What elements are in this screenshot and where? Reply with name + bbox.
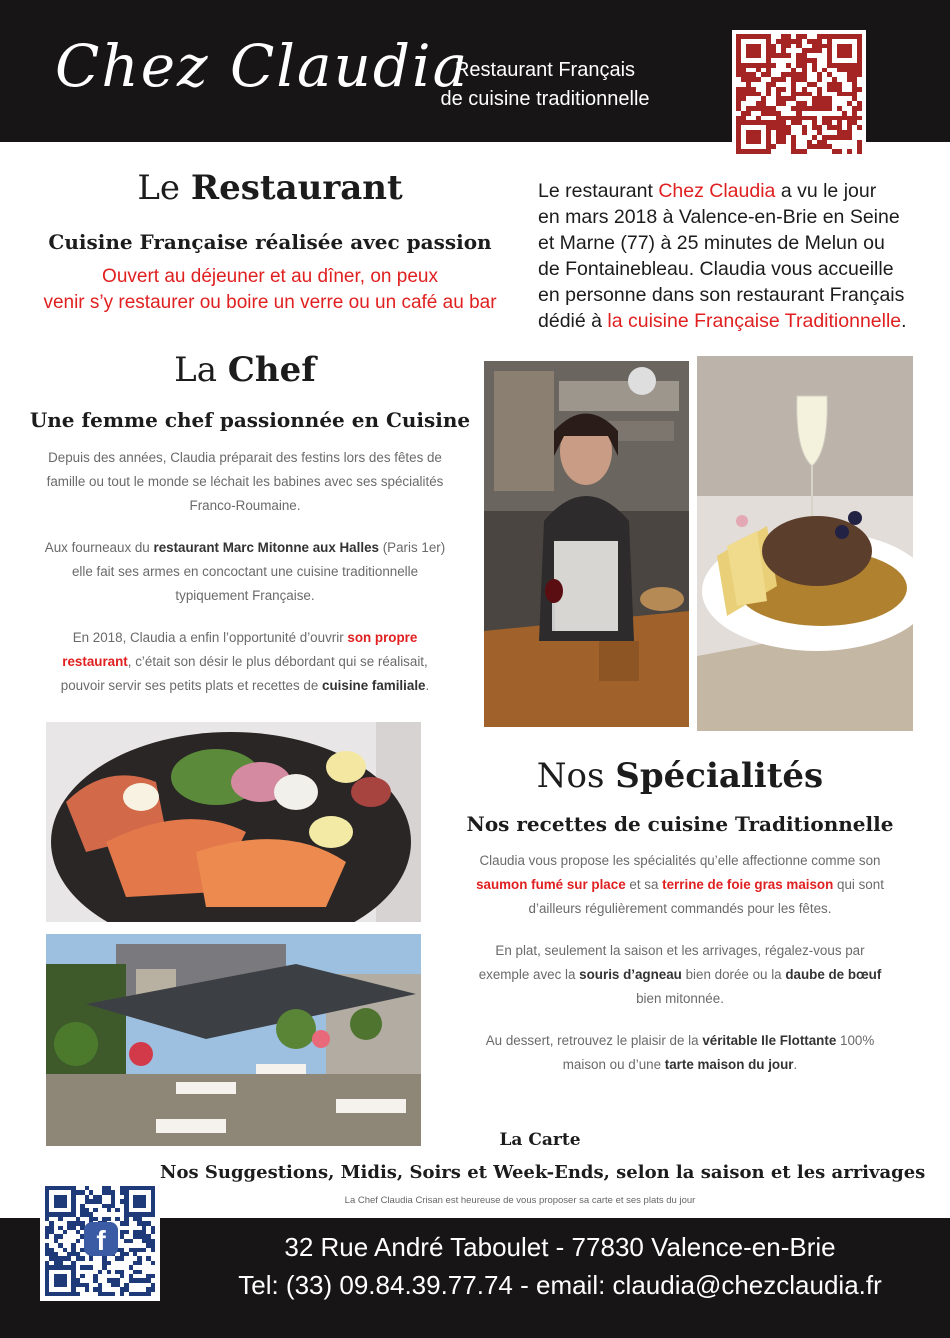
spec-terrine: terrine de foie gras maison	[662, 877, 834, 892]
chef-p2-pre: Aux fourneaux du	[44, 540, 154, 555]
specialites-title	[480, 756, 880, 796]
spec-tarte: tarte maison du jour	[664, 1057, 794, 1072]
chef-p2-post: (Paris 1er)	[378, 540, 446, 555]
intro-line-5: en personne dans son restaurant Français	[538, 284, 905, 306]
spec-p3-l2	[440, 1053, 920, 1077]
chef-p3-highlight-1: son propre	[347, 630, 418, 645]
chef-p2-l1	[15, 536, 475, 560]
terrace-photo	[46, 934, 421, 1146]
intro-restaurant-name: Chez Claudia	[658, 180, 776, 202]
restaurant-subtitle: Cuisine Française réalisée avec passion	[48, 230, 492, 254]
spec-p3-l2-post: .	[793, 1057, 798, 1072]
spec-p2-l3: bien mitonnée.	[636, 991, 724, 1006]
intro-l1-pre: Le restaurant	[538, 180, 659, 202]
salmon-plate-photo	[46, 722, 421, 922]
chef-p2-l3: typiquement Française.	[175, 588, 315, 603]
facebook-icon	[84, 1222, 118, 1256]
restaurant-description	[20, 264, 520, 316]
spec-souris-agneau: souris d’agneau	[579, 967, 682, 982]
spec-saumon: saumon fumé sur place	[476, 877, 626, 892]
chef-previous-restaurant: restaurant Marc Mitonne aux Halles	[153, 540, 379, 555]
specialites-title-pre: Nos	[536, 756, 616, 796]
spec-p2-l1: En plat, seulement la saison et les arrivages, régalez-vous par	[495, 943, 865, 958]
spec-p3-pre: Au dessert, retrouvez le plaisir de la	[485, 1033, 703, 1048]
chef-p3-highlight-2: restaurant	[62, 654, 128, 669]
chef-p1-l1: Depuis des années, Claudia préparait des festins lors des fêtes de	[48, 450, 442, 465]
chef-title-bold: Chef	[227, 350, 316, 390]
spec-p2-mid: bien dorée ou la	[681, 967, 786, 982]
qr-code-icon[interactable]	[732, 30, 866, 158]
chef-p1-l2: famille ou tout le monde se léchait les babines avec ses spécialités	[46, 474, 444, 489]
chef-p1-l3: Franco-Roumaine.	[189, 498, 301, 513]
chef-p3-l2	[15, 650, 475, 674]
spec-ile-flottante: véritable Ile Flottante	[702, 1033, 837, 1048]
carte-subtitle: Nos Suggestions, Midis, Soirs et Week-Ends, selon la saison et les arrivages	[160, 1162, 926, 1183]
logo: Chez Claudia	[55, 32, 470, 100]
intro-line-1	[538, 178, 948, 204]
qr-module	[857, 149, 862, 154]
intro-line-2: en mars 2018 à Valence-en-Brie en Seine	[538, 206, 900, 228]
specialites-text	[440, 849, 920, 1077]
chef-title	[55, 350, 435, 390]
carte-title: La Carte	[499, 1130, 581, 1150]
restaurant-title-bold: Restaurant	[190, 168, 403, 208]
footer-contact	[170, 1228, 950, 1304]
tagline-line-2: de cuisine traditionnelle	[440, 88, 650, 110]
qr-module	[151, 1292, 155, 1296]
specialites-subtitle: Nos recettes de cuisine Traditionnelle	[466, 812, 894, 836]
chef-cuisine-familiale: cuisine familiale	[322, 678, 426, 693]
spec-p2-pre: exemple avec la	[478, 967, 580, 982]
tagline-line-1: Restaurant Français	[454, 59, 636, 81]
plate-photo	[697, 356, 913, 731]
intro-line-3: et Marne (77) à 25 minutes de Melun ou	[538, 232, 885, 254]
restaurant-line-1: Ouvert au déjeuner et au dîner, on peux	[102, 266, 438, 287]
footer-address: 32 Rue André Taboulet - 77830 Valence-en-Brie	[284, 1232, 836, 1262]
spec-p1-l3: d’ailleurs régulièrement commandés pour les fêtes.	[528, 901, 832, 916]
spec-p2-l2	[440, 963, 920, 987]
chef-bio	[15, 446, 475, 698]
spec-p1-l2	[440, 873, 920, 897]
restaurant-title	[80, 168, 460, 208]
intro-l6-pre: dédié à	[538, 310, 608, 332]
spec-p3-l1	[440, 1029, 920, 1053]
chef-subtitle: Une femme chef passionnée en Cuisine	[29, 408, 471, 432]
spec-p1-mid: et sa	[625, 877, 663, 892]
chef-photo	[484, 361, 689, 727]
intro-line-4: de Fontainebleau. Claudia vous accueille	[538, 258, 894, 280]
spec-daube: daube de bœuf	[785, 967, 882, 982]
restaurant-title-pre: Le	[137, 168, 191, 208]
spec-p3-post: 100%	[836, 1033, 875, 1048]
chef-p3-pre: En 2018, Claudia a enfin l’opportunité d’ouvrir	[72, 630, 348, 645]
tagline	[420, 56, 670, 114]
spec-p1-post: qui sont	[833, 877, 884, 892]
facebook-letter: f	[96, 1225, 106, 1256]
chef-p3-l3-pre: pouvoir servir ses petits plats et recettes de	[60, 678, 323, 693]
carte-note: La Chef Claudia Crisan est heureuse de vous proposer sa carte et ses plats du jour	[344, 1195, 696, 1206]
intro-cuisine-highlight: la cuisine Française Traditionnelle	[607, 310, 902, 332]
intro-line-6	[538, 308, 948, 334]
spec-p3-l2-pre: maison ou d’une	[562, 1057, 665, 1072]
footer-phone-email[interactable]: Tel: (33) 09.84.39.77.74 - email: claudia@chezclaudia.fr	[238, 1270, 882, 1300]
intro-text	[538, 178, 948, 334]
spec-p1-l1: Claudia vous propose les spécialités qu’elle affectionne comme son	[479, 853, 881, 868]
chef-p3-l1	[15, 626, 475, 650]
restaurant-line-2: venir s’y restaurer ou boire un verre ou un café au bar	[43, 292, 497, 313]
chef-title-pre: La	[174, 350, 228, 390]
chef-p3-l2-post: , c’était son désir le plus débordant qui se réalisait,	[127, 654, 428, 669]
intro-l6-post: .	[901, 310, 907, 332]
specialites-title-bold: Spécialités	[615, 756, 824, 796]
intro-l1-post: a vu le jour	[775, 180, 877, 202]
chef-p3-l3	[15, 674, 475, 698]
chef-p2-l2: elle fait ses armes en concoctant une cuisine traditionnelle	[71, 564, 419, 579]
chef-p3-l3-post: .	[425, 678, 430, 693]
